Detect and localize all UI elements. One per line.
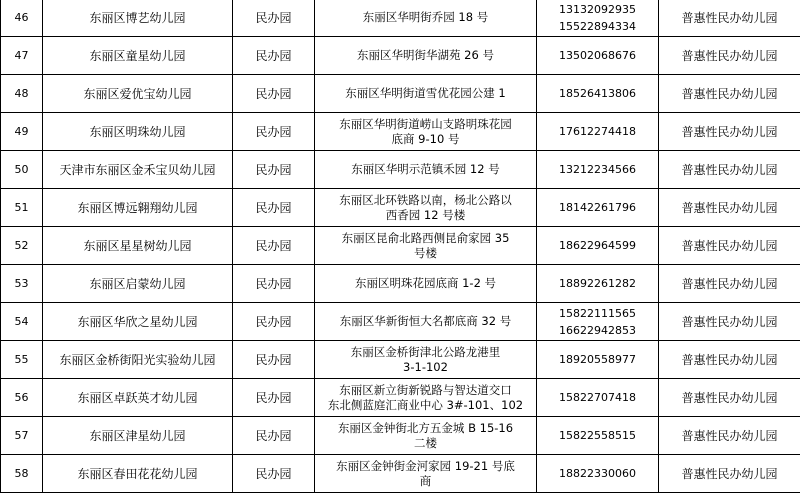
ownership-type-cell: 民办园 (233, 227, 315, 265)
table-row (1, 417, 800, 455)
row-number-cell: 55 (1, 341, 43, 379)
table-row (1, 113, 800, 151)
phone-number: 18526413806 (559, 87, 636, 100)
table-row (1, 341, 800, 379)
kindergarten-name-cell: 东丽区金桥街阳光实验幼儿园 (43, 341, 233, 379)
row-number-cell: 58 (1, 455, 43, 493)
category-cell: 普惠性民办幼儿园 (659, 341, 800, 379)
address-cell (315, 227, 537, 265)
table-row (1, 379, 800, 417)
kindergarten-name-cell: 东丽区明珠幼儿园 (43, 113, 233, 151)
address-line: 东丽区华明街道崂山支路明珠花园 (339, 116, 512, 131)
address-cell (315, 189, 537, 227)
category-cell: 普惠性民办幼儿园 (659, 379, 800, 417)
phone-cell (537, 455, 659, 493)
category-cell: 普惠性民办幼儿园 (659, 0, 800, 37)
ownership-type-cell: 民办园 (233, 455, 315, 493)
row-number-cell: 52 (1, 227, 43, 265)
address-cell (315, 455, 537, 493)
phone-cell (537, 341, 659, 379)
category-cell: 普惠性民办幼儿园 (659, 37, 800, 75)
phone-cell (537, 0, 659, 37)
kindergarten-name-cell: 东丽区华欣之星幼儿园 (43, 303, 233, 341)
kindergarten-name-cell: 东丽区津星幼儿园 (43, 417, 233, 455)
address-cell (315, 379, 537, 417)
ownership-type-cell: 民办园 (233, 0, 315, 37)
phone-number: 15822111565 (559, 306, 636, 320)
address-line: 东丽区昆俞北路西侧昆俞家园 35 (341, 230, 510, 245)
address-line: 3-1-102 (403, 359, 448, 374)
address-line: 东丽区华明街华湖苑 26 号 (357, 48, 494, 62)
phone-number: 13502068676 (559, 49, 636, 62)
phone-number: 15822707418 (559, 391, 636, 404)
row-number-cell: 54 (1, 303, 43, 341)
address-line: 东丽区新立街新锐路与智达道交口 (339, 382, 512, 397)
address-line: 东北侧蓝庭汇商业中心 3#-101、102 (327, 397, 524, 412)
address-line: 西香园 12 号楼 (385, 207, 466, 222)
address-line: 东丽区金钟街金河家园 19-21 号底 (336, 458, 515, 473)
ownership-type-cell: 民办园 (233, 379, 315, 417)
address-cell (315, 113, 537, 151)
phone-cell (537, 265, 659, 303)
ownership-type-cell: 民办园 (233, 417, 315, 455)
phone-number: 13132092935 (559, 2, 636, 16)
phone-cell (537, 227, 659, 265)
address-cell (315, 341, 537, 379)
phone-number: 17612274418 (559, 125, 636, 138)
address-cell (315, 75, 537, 113)
ownership-type-cell: 民办园 (233, 113, 315, 151)
table-row (1, 265, 800, 303)
row-number-cell: 49 (1, 113, 43, 151)
kindergarten-name-cell: 天津市东丽区金禾宝贝幼儿园 (43, 151, 233, 189)
address-cell (315, 303, 537, 341)
phone-number: 13212234566 (559, 163, 636, 176)
phone-cell (537, 37, 659, 75)
kindergarten-name-cell: 东丽区启蒙幼儿园 (43, 265, 233, 303)
table-body (1, 0, 800, 493)
ownership-type-cell: 民办园 (233, 75, 315, 113)
address-cell (315, 37, 537, 75)
row-number-cell: 47 (1, 37, 43, 75)
kindergarten-name-cell: 东丽区博远翱翔幼儿园 (43, 189, 233, 227)
row-number-cell: 48 (1, 75, 43, 113)
ownership-type-cell: 民办园 (233, 265, 315, 303)
ownership-type-cell: 民办园 (233, 303, 315, 341)
phone-number: 16622942853 (559, 323, 636, 337)
category-cell: 普惠性民办幼儿园 (659, 151, 800, 189)
category-cell: 普惠性民办幼儿园 (659, 113, 800, 151)
ownership-type-cell: 民办园 (233, 37, 315, 75)
address-line: 二楼 (414, 435, 437, 450)
ownership-type-cell: 民办园 (233, 151, 315, 189)
category-cell: 普惠性民办幼儿园 (659, 75, 800, 113)
ownership-type-cell: 民办园 (233, 189, 315, 227)
table-row (1, 75, 800, 113)
kindergarten-name-cell: 东丽区童星幼儿园 (43, 37, 233, 75)
phone-number: 15822558515 (559, 429, 636, 442)
address-line: 东丽区华新街恒大名都底商 32 号 (339, 314, 512, 328)
category-cell: 普惠性民办幼儿园 (659, 227, 800, 265)
address-line: 东丽区明珠花园底商 1-2 号 (354, 276, 497, 290)
phone-cell (537, 75, 659, 113)
kindergarten-name-cell: 东丽区星星树幼儿园 (43, 227, 233, 265)
category-cell: 普惠性民办幼儿园 (659, 265, 800, 303)
address-line: 东丽区华明街道雪优花园公建 1 (345, 86, 506, 100)
phone-cell (537, 113, 659, 151)
phone-number: 18920558977 (559, 353, 636, 366)
table-row (1, 303, 800, 341)
row-number-cell: 51 (1, 189, 43, 227)
table-row (1, 455, 800, 493)
category-cell: 普惠性民办幼儿园 (659, 455, 800, 493)
kindergarten-name-cell: 东丽区春田花花幼儿园 (43, 455, 233, 493)
table-row (1, 0, 800, 37)
address-cell (315, 417, 537, 455)
phone-number: 18142261796 (559, 201, 636, 214)
table-row (1, 189, 800, 227)
category-cell: 普惠性民办幼儿园 (659, 417, 800, 455)
row-number-cell: 56 (1, 379, 43, 417)
kindergarten-name-cell: 东丽区爱优宝幼儿园 (43, 75, 233, 113)
phone-number: 15522894334 (559, 19, 636, 33)
address-cell (315, 0, 537, 37)
row-number-cell: 53 (1, 265, 43, 303)
address-line: 东丽区华明街乔园 18 号 (362, 10, 489, 24)
address-line: 东丽区华明示范镇禾园 12 号 (351, 162, 500, 176)
ownership-type-cell: 民办园 (233, 341, 315, 379)
row-number-cell: 50 (1, 151, 43, 189)
phone-cell (537, 417, 659, 455)
phone-cell (537, 189, 659, 227)
address-line: 东丽区金钟街北方五金城 B 15-16 (337, 420, 514, 435)
address-cell (315, 151, 537, 189)
row-number-cell: 57 (1, 417, 43, 455)
phone-cell (537, 151, 659, 189)
phone-cell (537, 303, 659, 341)
address-cell (315, 265, 537, 303)
row-number-cell: 46 (1, 0, 43, 37)
phone-number: 18892261282 (559, 277, 636, 290)
phone-number: 18622964599 (559, 239, 636, 252)
kindergarten-name-cell: 东丽区卓跃英才幼儿园 (43, 379, 233, 417)
phone-cell (537, 379, 659, 417)
address-line: 号楼 (414, 245, 437, 260)
kindergarten-name-cell: 东丽区博艺幼儿园 (43, 0, 233, 37)
category-cell: 普惠性民办幼儿园 (659, 189, 800, 227)
phone-number: 18822330060 (559, 467, 636, 480)
address-line: 商 (419, 473, 432, 488)
address-line: 底商 9-10 号 (391, 131, 460, 146)
table-row (1, 227, 800, 265)
table-row (1, 151, 800, 189)
address-line: 东丽区北环铁路以南，杨北公路以 (339, 192, 512, 207)
table-row (1, 37, 800, 75)
category-cell: 普惠性民办幼儿园 (659, 303, 800, 341)
address-line: 东丽区金桥街津北公路龙港里 (350, 344, 501, 359)
